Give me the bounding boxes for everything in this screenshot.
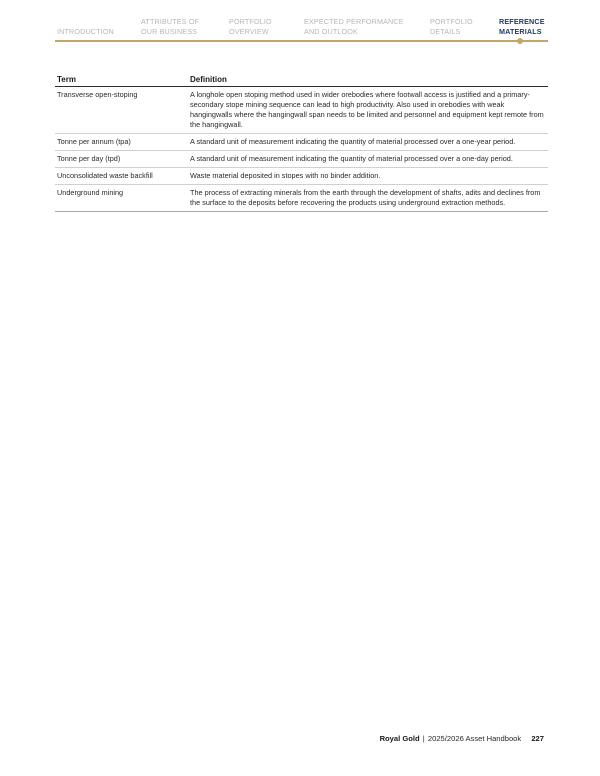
nav-item-attributes-of-our-business[interactable] (141, 17, 199, 36)
nav-item-label: AND OUTLOOK (304, 26, 358, 36)
table-row (55, 134, 548, 151)
definition-cell: A standard unit of measurement indicating the quantity of material processed over a one-year period. (190, 137, 516, 146)
table-row (55, 151, 548, 168)
table-row (55, 87, 548, 134)
nav-item-label: PORTFOLIO (430, 17, 473, 26)
column-header-term: Term (57, 75, 76, 84)
glossary-header-row (55, 70, 548, 87)
page-number: 227 (531, 734, 544, 743)
nav-item-portfolio-details[interactable] (430, 17, 473, 36)
nav-item-label: EXPECTED PERFORMANCE (304, 17, 404, 26)
nav-divider (55, 40, 548, 42)
nav-item-label: REFERENCE (499, 17, 545, 26)
footer-separator: | (422, 734, 425, 743)
term-cell: Transverse open-stoping (57, 90, 138, 99)
active-section-indicator-icon (517, 38, 523, 44)
column-header-definition: Definition (190, 75, 227, 84)
nav-item-label: OUR BUSINESS (141, 26, 198, 36)
term-cell: Tonne per annum (tpa) (57, 137, 131, 146)
nav-item-label: MATERIALS (499, 26, 542, 36)
page-footer (380, 734, 544, 743)
nav-item-expected-performance[interactable] (304, 17, 404, 36)
nav-item-label: INTRODUCTION (57, 27, 114, 36)
footer-brand: Royal Gold (379, 734, 420, 743)
definition-cell: A longhole open stoping method used in wider orebodies where footwall access is justified and a primary-secondary stope mining sequence can lead to high productivity. Also used in orebodies with weak hangingwalls where the hangingwall span needs to be limited and personnel and equipment kept remote from the hangingwall. (190, 90, 544, 129)
nav-item-introduction[interactable] (57, 27, 114, 37)
section-navigation (0, 0, 600, 50)
table-row (55, 185, 548, 212)
nav-item-label: OVERVIEW (229, 26, 269, 36)
definition-cell: The process of extracting minerals from the earth through the development of shafts, adits and declines from the surface to the deposits before recovering the products using underground extraction methods. (190, 188, 541, 207)
nav-item-portfolio-overview[interactable] (229, 17, 272, 36)
nav-item-label: DETAILS (430, 26, 461, 36)
nav-item-label: ATTRIBUTES OF (141, 17, 200, 26)
nav-item-label: PORTFOLIO (229, 17, 272, 26)
definition-cell: A standard unit of measurement indicating the quantity of material processed over a one-day period. (190, 154, 513, 163)
table-row (55, 168, 548, 185)
term-cell: Unconsolidated waste backfill (57, 171, 153, 180)
term-cell: Tonne per day (tpd) (57, 154, 121, 163)
glossary-table (55, 70, 548, 212)
term-cell: Underground mining (57, 188, 124, 197)
definition-cell: Waste material deposited in stopes with no binder addition. (190, 171, 381, 180)
footer-document-title: 2025/2026 Asset Handbook (427, 734, 522, 743)
nav-item-reference-materials[interactable] (499, 17, 545, 36)
